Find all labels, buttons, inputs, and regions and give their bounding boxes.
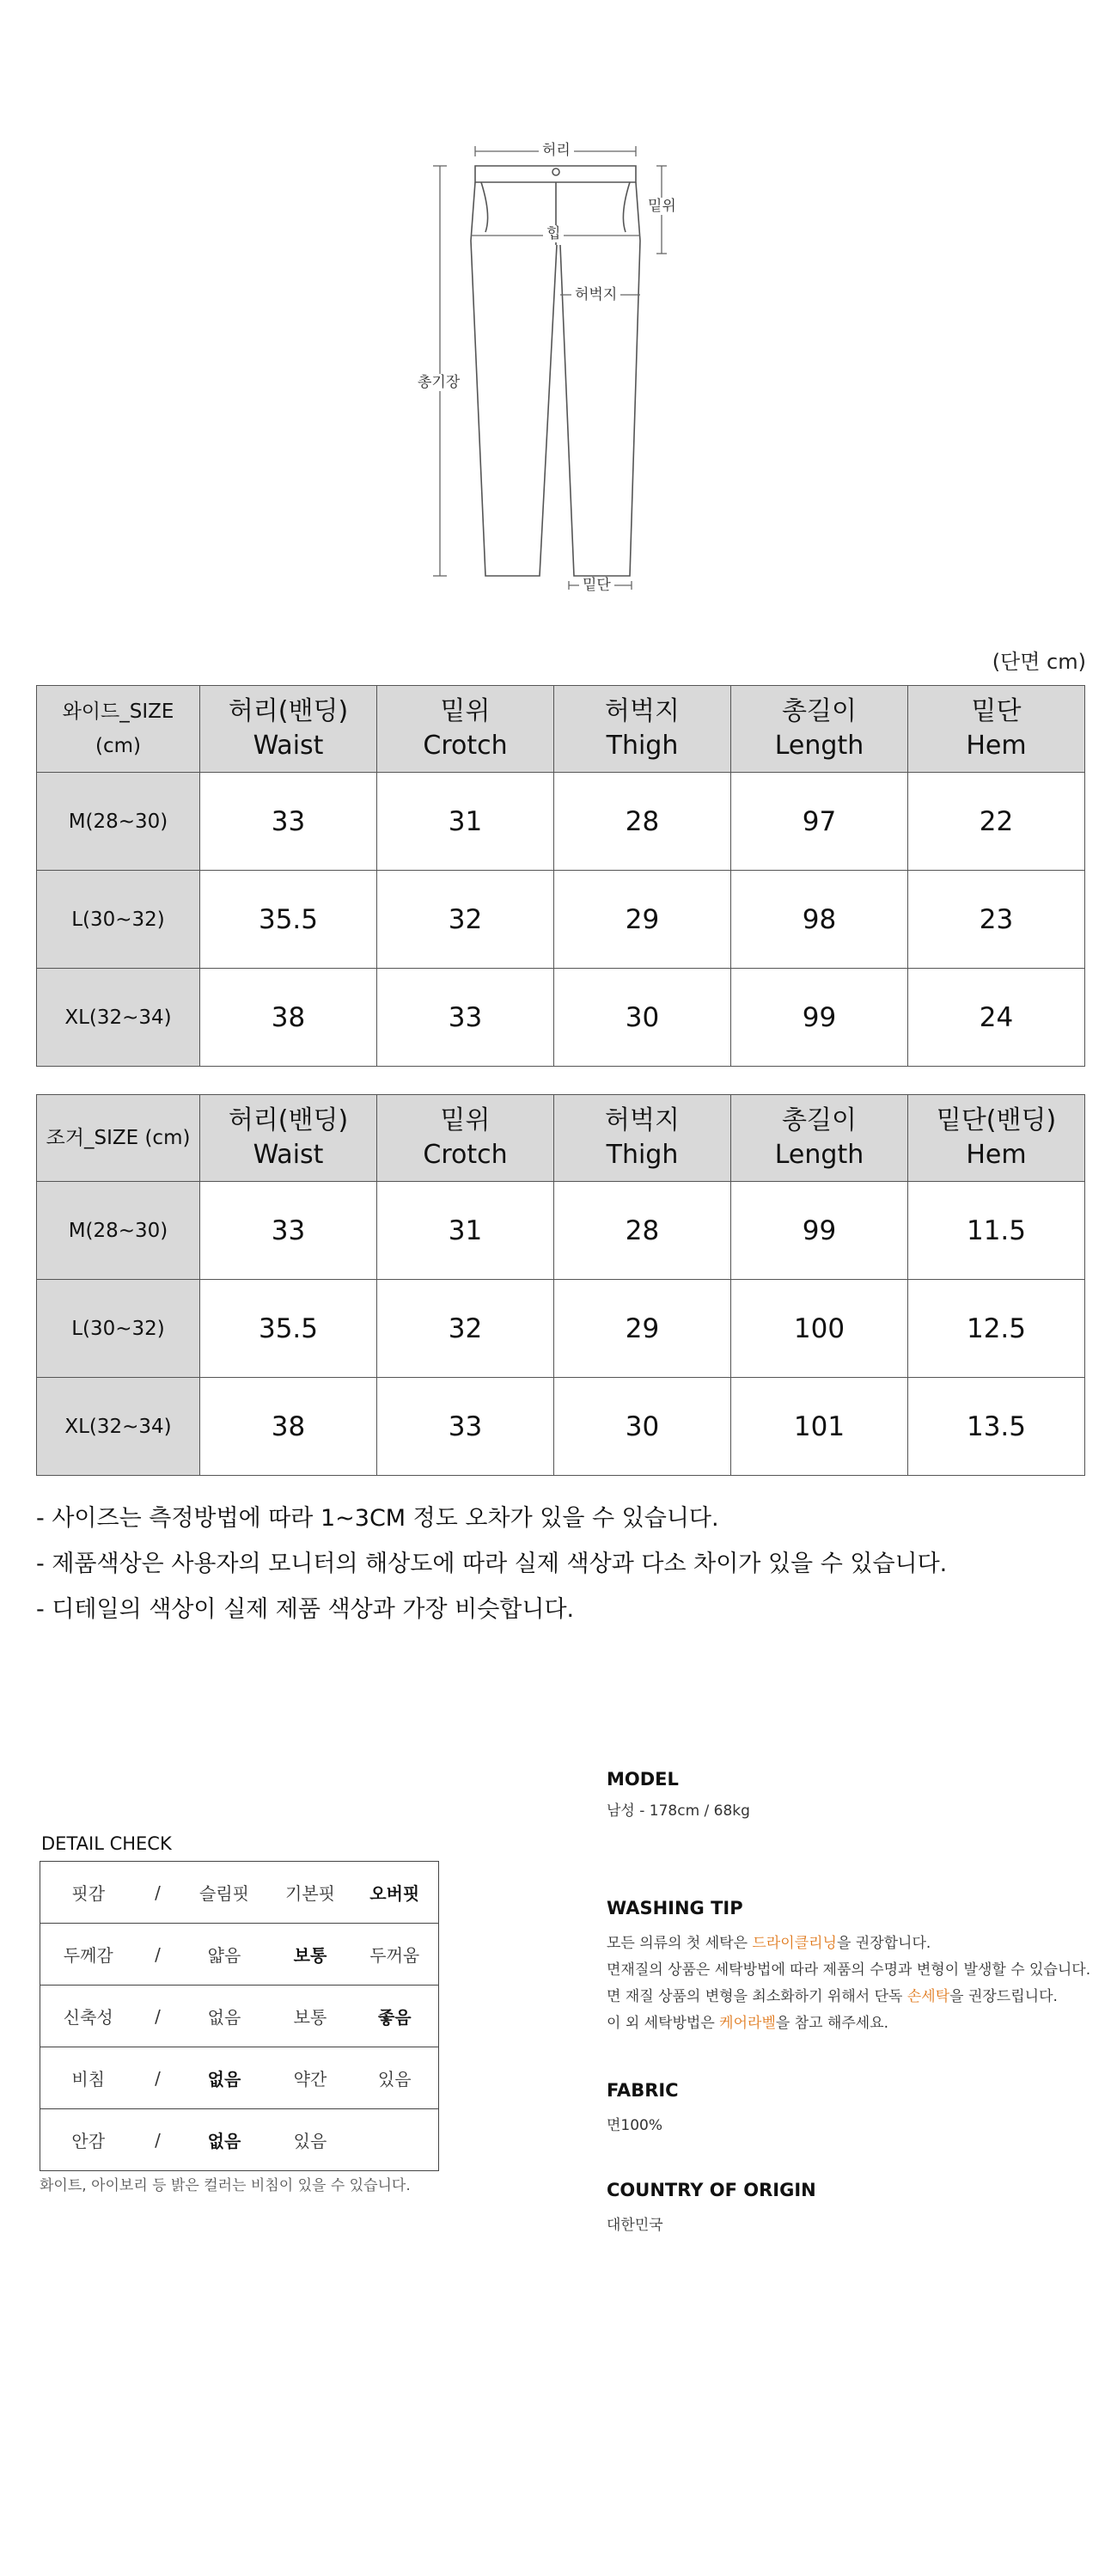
table-cell: 22 bbox=[908, 773, 1085, 871]
column-header bbox=[377, 1095, 554, 1182]
washing-line bbox=[607, 1984, 1090, 2010]
note-line: - 제품색상은 사용자의 모니터의 해상도에 따라 실제 색상과 다소 차이가 있을 수 있습니다. bbox=[36, 1551, 948, 1577]
model-text: 남성 - 178cm / 68kg bbox=[607, 1802, 750, 1820]
size-label: L(30~32) bbox=[37, 1280, 200, 1378]
origin-title: COUNTRY OF ORIGIN bbox=[607, 2180, 816, 2200]
table-cell: 29 bbox=[554, 1280, 731, 1378]
header-ko: 허리(밴딩) bbox=[228, 696, 349, 726]
washing-text-span: 모든 의류의 첫 세탁은 bbox=[607, 1935, 753, 1952]
table-cell: 13.5 bbox=[908, 1378, 1085, 1476]
model-section bbox=[607, 1769, 750, 1825]
detail-check-note: 화이트, 아이보리 등 밝은 컬러는 비침이 있을 수 있습니다. bbox=[40, 2177, 411, 2194]
column-header bbox=[908, 686, 1085, 773]
table-cell: 28 bbox=[554, 773, 731, 871]
detail-option: 슬림핏 bbox=[199, 1883, 249, 1904]
header-en: Thigh bbox=[606, 731, 679, 761]
header-en: Hem bbox=[966, 1140, 1027, 1170]
table-cell: 32 bbox=[377, 1280, 554, 1378]
detail-label: 안감 bbox=[40, 2109, 137, 2171]
table-cell: 12.5 bbox=[908, 1280, 1085, 1378]
table-row bbox=[37, 1378, 1085, 1476]
detail-row bbox=[40, 2047, 439, 2109]
detail-option: 있음 bbox=[270, 2109, 351, 2171]
table-corner-label: 조거_SIZE (cm) bbox=[37, 1095, 200, 1182]
size-label: XL(32~34) bbox=[37, 1378, 200, 1476]
table-cell: 100 bbox=[731, 1280, 908, 1378]
detail-separator: / bbox=[155, 1882, 161, 1903]
table-row bbox=[37, 871, 1085, 969]
detail-check-title: DETAIL CHECK bbox=[41, 1833, 172, 1854]
size-label: L(30~32) bbox=[37, 871, 200, 969]
detail-option bbox=[351, 2109, 439, 2171]
note-line: - 디테일의 색상이 실제 제품 색상과 가장 비슷합니다. bbox=[36, 1596, 575, 1623]
table-header-row bbox=[37, 686, 1085, 773]
table-cell: 97 bbox=[731, 773, 908, 871]
table-cell: 30 bbox=[554, 1378, 731, 1476]
table-row bbox=[37, 969, 1085, 1067]
detail-option: 얇음 bbox=[180, 1924, 270, 1986]
detail-label: 핏감 bbox=[71, 1883, 106, 1904]
waist-label: 허리 bbox=[539, 142, 574, 159]
table-row bbox=[37, 1280, 1085, 1378]
detail-option: 두꺼움 bbox=[351, 1924, 439, 1986]
header-en: Waist bbox=[253, 1140, 324, 1170]
size-notes bbox=[36, 1496, 1067, 1632]
thigh-label: 허벅지 bbox=[571, 286, 620, 303]
table-cell: 29 bbox=[554, 871, 731, 969]
washing-title: WASHING TIP bbox=[607, 1898, 743, 1918]
washing-section bbox=[607, 1898, 1090, 2037]
wide-size-table bbox=[36, 685, 1085, 1067]
table-cell: 38 bbox=[200, 969, 377, 1067]
size-label: M(28~30) bbox=[37, 1182, 200, 1280]
size-label: M(28~30) bbox=[37, 773, 200, 871]
detail-option: 있음 bbox=[351, 2047, 439, 2109]
table-cell: 31 bbox=[377, 1182, 554, 1280]
hip-label: 힙 bbox=[543, 225, 564, 242]
table-cell: 24 bbox=[908, 969, 1085, 1067]
table-cell: 23 bbox=[908, 871, 1085, 969]
washing-line bbox=[607, 1930, 1090, 1957]
detail-option: 보통 bbox=[270, 1986, 351, 2047]
header-en: Crotch bbox=[423, 731, 508, 761]
detail-row bbox=[40, 1862, 439, 1924]
detail-check-table bbox=[40, 1861, 439, 2171]
unit-label: (단면 cm) bbox=[992, 650, 1086, 674]
detail-separator: / bbox=[137, 2109, 180, 2171]
origin-text: 대한민국 bbox=[607, 2217, 663, 2234]
fabric-text: 면100% bbox=[607, 2117, 663, 2134]
header-ko: 허벅지 bbox=[605, 1105, 680, 1135]
table-cell: 99 bbox=[731, 969, 908, 1067]
detail-row bbox=[40, 1986, 439, 2047]
washing-text-span: 을 참고 해주세요. bbox=[775, 2015, 889, 2032]
table-row bbox=[37, 773, 1085, 871]
detail-option: 약간 bbox=[270, 2047, 351, 2109]
origin-section bbox=[607, 2180, 816, 2239]
pants-measurement-diagram bbox=[0, 0, 1117, 619]
table-cell: 101 bbox=[731, 1378, 908, 1476]
header-en: Length bbox=[774, 731, 864, 761]
crotch-label: 밑위 bbox=[644, 198, 680, 215]
header-en: Thigh bbox=[606, 1140, 679, 1170]
washing-line: 면재질의 상품은 세탁방법에 따라 제품의 수명과 변형이 발생할 수 있습니다. bbox=[607, 1961, 1091, 1979]
size-label: XL(32~34) bbox=[37, 969, 200, 1067]
table-cell: 35.5 bbox=[200, 1280, 377, 1378]
detail-label: 신축성 bbox=[40, 1986, 137, 2047]
column-header bbox=[731, 1095, 908, 1182]
header-ko: 밑단(밴딩) bbox=[936, 1105, 1057, 1135]
column-header bbox=[200, 686, 377, 773]
washing-text-span: 면 재질 상품의 변형을 최소화하기 위해서 단독 bbox=[607, 1988, 907, 2005]
header-ko: 허리(밴딩) bbox=[228, 1105, 349, 1135]
washing-highlight: 손세탁 bbox=[906, 1988, 950, 2005]
header-ko: 밑위 bbox=[440, 1105, 491, 1135]
washing-text-span: 을 권장드립니다. bbox=[949, 1988, 1058, 2005]
detail-row bbox=[40, 2109, 439, 2171]
detail-label: 비침 bbox=[40, 2047, 137, 2109]
note-line: - 사이즈는 측정방법에 따라 1~3CM 정도 오차가 있을 수 있습니다. bbox=[36, 1505, 719, 1532]
table-cell: 33 bbox=[377, 1378, 554, 1476]
pants-outline-illustration bbox=[0, 0, 1117, 619]
column-header bbox=[200, 1095, 377, 1182]
length-label: 총기장 bbox=[414, 374, 463, 391]
detail-option: 없음 bbox=[180, 1986, 270, 2047]
header-ko: 허벅지 bbox=[605, 696, 680, 726]
table-cell: 33 bbox=[377, 969, 554, 1067]
washing-line bbox=[607, 2010, 1090, 2037]
table-cell: 33 bbox=[200, 1182, 377, 1280]
column-header bbox=[377, 686, 554, 773]
header-en: Crotch bbox=[423, 1140, 508, 1170]
detail-row bbox=[40, 1924, 439, 1986]
column-header bbox=[554, 1095, 731, 1182]
washing-text bbox=[607, 1930, 1090, 2037]
table-cell: 28 bbox=[554, 1182, 731, 1280]
header-en: Waist bbox=[253, 731, 324, 761]
table-cell: 98 bbox=[731, 871, 908, 969]
washing-text-span: 이 외 세탁방법은 bbox=[607, 2015, 720, 2032]
detail-separator: / bbox=[137, 2047, 180, 2109]
table-cell: 35.5 bbox=[200, 871, 377, 969]
fabric-title: FABRIC bbox=[607, 2080, 679, 2101]
header-ko: 밑단 bbox=[971, 696, 1022, 726]
table-cell: 33 bbox=[200, 773, 377, 871]
detail-option: 보통 bbox=[270, 1924, 351, 1986]
table-row bbox=[37, 1182, 1085, 1280]
table-cell: 38 bbox=[200, 1378, 377, 1476]
detail-option: 없음 bbox=[180, 2109, 270, 2171]
column-header bbox=[908, 1095, 1085, 1182]
column-header bbox=[554, 686, 731, 773]
washing-highlight: 드라이클리닝 bbox=[752, 1935, 837, 1952]
model-title: MODEL bbox=[607, 1769, 679, 1790]
column-header bbox=[731, 686, 908, 773]
header-en: Hem bbox=[966, 731, 1027, 761]
hem-label: 밑단 bbox=[579, 577, 614, 594]
header-ko: 총길이 bbox=[782, 696, 857, 726]
header-en: Length bbox=[774, 1140, 864, 1170]
header-ko: 총길이 bbox=[782, 1105, 857, 1135]
washing-text-span: 을 권장합니다. bbox=[836, 1935, 931, 1952]
detail-option: 좋음 bbox=[351, 1986, 439, 2047]
table-cell: 31 bbox=[377, 773, 554, 871]
jogger-size-table bbox=[36, 1094, 1085, 1476]
detail-label: 두께감 bbox=[40, 1924, 137, 1986]
detail-option: 없음 bbox=[180, 2047, 270, 2109]
washing-highlight: 케어라벨 bbox=[719, 2015, 776, 2032]
table-header-row bbox=[37, 1095, 1085, 1182]
detail-separator: / bbox=[137, 1986, 180, 2047]
table-cell: 32 bbox=[377, 871, 554, 969]
table-cell: 99 bbox=[731, 1182, 908, 1280]
fabric-section bbox=[607, 2080, 679, 2139]
header-ko: 밑위 bbox=[440, 696, 491, 726]
table-cell: 30 bbox=[554, 969, 731, 1067]
detail-option: 기본핏 bbox=[285, 1883, 335, 1904]
table-corner-label: 와이드_SIZE (cm) bbox=[37, 686, 200, 773]
table-cell: 11.5 bbox=[908, 1182, 1085, 1280]
detail-separator: / bbox=[137, 1924, 180, 1986]
detail-option: 오버핏 bbox=[369, 1883, 420, 1904]
